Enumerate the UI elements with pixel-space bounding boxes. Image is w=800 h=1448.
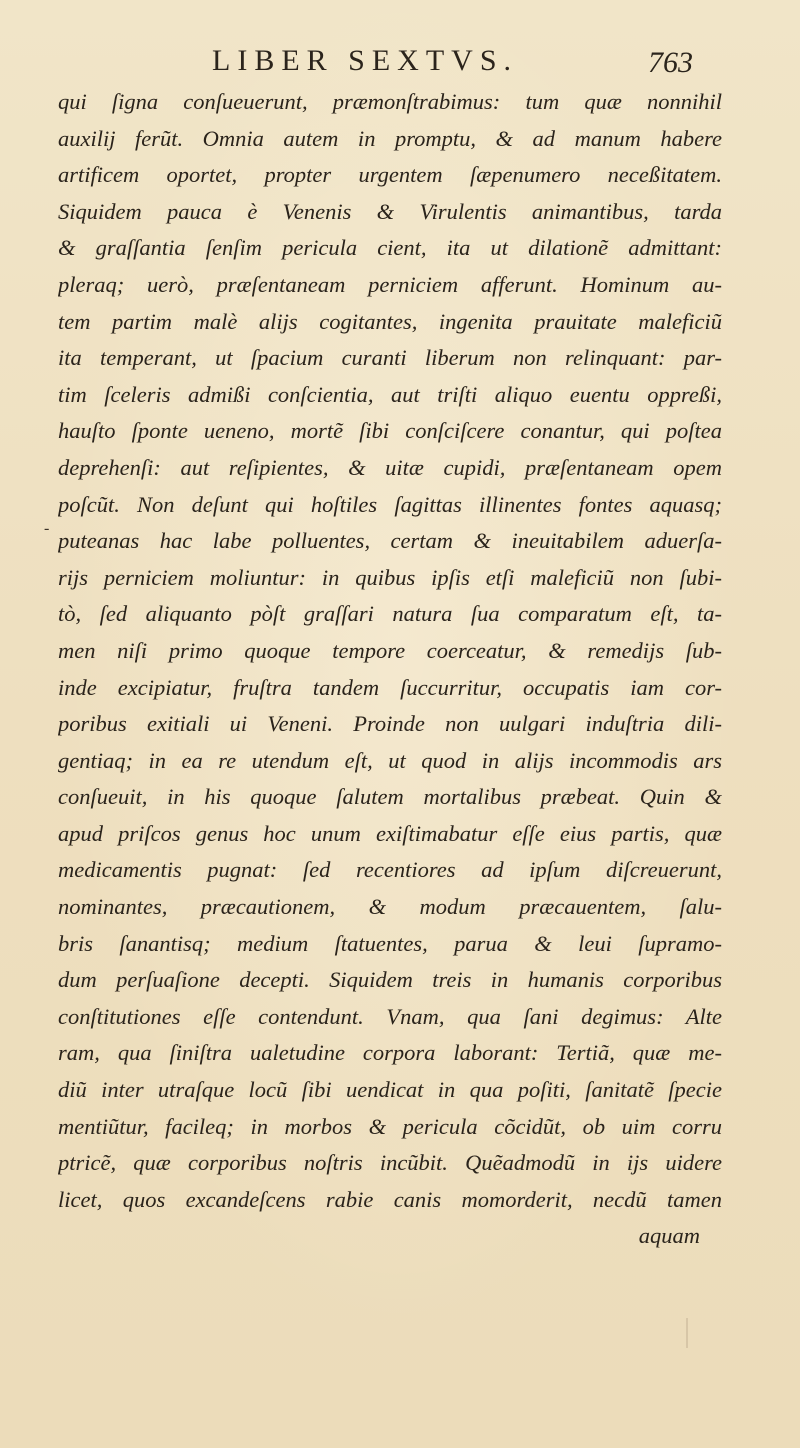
catchword: aquam bbox=[638, 1223, 700, 1249]
page-number: 763 bbox=[648, 46, 693, 79]
text-line: gentiaq; in ea re utendum eſt, ut quod in alijs incommodis ars bbox=[58, 747, 722, 773]
paper-mark bbox=[686, 1318, 688, 1348]
text-line: puteanas hac labe polluentes, certam & ineuitabilem aduerſa- bbox=[58, 528, 722, 554]
text-line: nominantes, præcautionem, & modum præcauentem, ſalu- bbox=[58, 894, 722, 920]
text-line: ita temperant, ut ſpacium curanti liberum non relinquant: par- bbox=[58, 345, 722, 371]
text-line: diũ inter utraſque locũ ſibi uendicat in qua poſiti, ſanitatẽ ſpecie bbox=[58, 1077, 722, 1103]
text-line: Siquidem pauca è Venenis & Virulentis animantibus, tarda bbox=[58, 198, 722, 224]
text-line: hauſto ſponte ueneno, mortẽ ſibi conſciſcere conantur, qui poſtea bbox=[58, 418, 722, 444]
text-line: rijs perniciem moliuntur: in quibus ipſis etſi maleficiũ non ſubi- bbox=[58, 564, 722, 590]
text-line: conſtitutiones eſſe contendunt. Vnam, qua ſani degimus: Alte bbox=[58, 1003, 722, 1029]
text-line: poſcũt. Non deſunt qui hoſtiles ſagittas illinentes fontes aquasq; bbox=[58, 491, 722, 517]
text-line: deprehenſi: aut reſipientes, & uitæ cupidi, præſentaneam opem bbox=[58, 454, 722, 480]
text-line: medicamentis pugnat: ſed recentiores ad ipſum diſcreuerunt, bbox=[58, 857, 722, 883]
text-line: mentiũtur, facileq; in morbos & pericula cõcidũt, ob uim corru bbox=[58, 1113, 722, 1139]
running-head-title: LIBER SEXTVS. bbox=[212, 44, 519, 77]
text-line: inde excipiatur, fruſtra tandem ſuccurritur, occupatis iam cor- bbox=[58, 674, 722, 700]
text-line: dum perſuaſione decepti. Siquidem treis in humanis corporibus bbox=[58, 967, 722, 993]
text-line: men niſi primo quoque tempore coerceatur, & remedijs ſub- bbox=[58, 637, 722, 663]
text-line: licet, quos excandeſcens rabie canis momorderit, necdũ tamen bbox=[58, 1186, 722, 1212]
running-head bbox=[0, 44, 800, 88]
text-line: tem partim malè alijs cogitantes, ingenita prauitate maleficiũ bbox=[58, 308, 722, 334]
text-line: & graſſantia ſenſim pericula cient, ita ut dilationẽ admittant: bbox=[58, 235, 722, 261]
text-line: apud priſcos genus hoc unum exiſtimabatur eſſe eius partis, quæ bbox=[58, 820, 722, 846]
text-line: ram, qua ſiniſtra ualetudine corpora laborant: Tertiã, quæ me- bbox=[58, 1040, 722, 1066]
text-line: qui ſigna conſueuerunt, præmonſtrabimus: tum quæ nonnihil bbox=[58, 89, 722, 114]
text-line: pleraq; uerò, præſentaneam perniciem afferunt. Hominum au- bbox=[58, 271, 722, 297]
text-line: tim ſceleris admißi conſcientia, aut triſti aliquo euentu oppreßi, bbox=[58, 381, 722, 407]
text-line: poribus exitiali ui Veneni. Proinde non uulgari induſtria dili- bbox=[58, 711, 722, 737]
text-line: tò, ſed aliquanto pòſt graſſari natura ſua comparatum eſt, ta- bbox=[58, 601, 722, 627]
text-line: auxilij ferũt. Omnia autem in promptu, & ad manum habere bbox=[58, 125, 722, 151]
main-text-block bbox=[58, 84, 722, 1255]
margin-mark: - bbox=[44, 520, 50, 537]
text-line: bris ſanantisq; medium ſtatuentes, parua & leui ſupramo- bbox=[58, 930, 722, 956]
text-line: conſueuit, in his quoque ſalutem mortalibus præbeat. Quin & bbox=[58, 784, 722, 810]
text-line: ptricẽ, quæ corporibus noſtris incũbit. Quẽadmodũ in ijs uidere bbox=[58, 1150, 722, 1176]
text-line: artificem oportet, propter urgentem ſæpenumero neceßitatem. bbox=[58, 162, 722, 188]
